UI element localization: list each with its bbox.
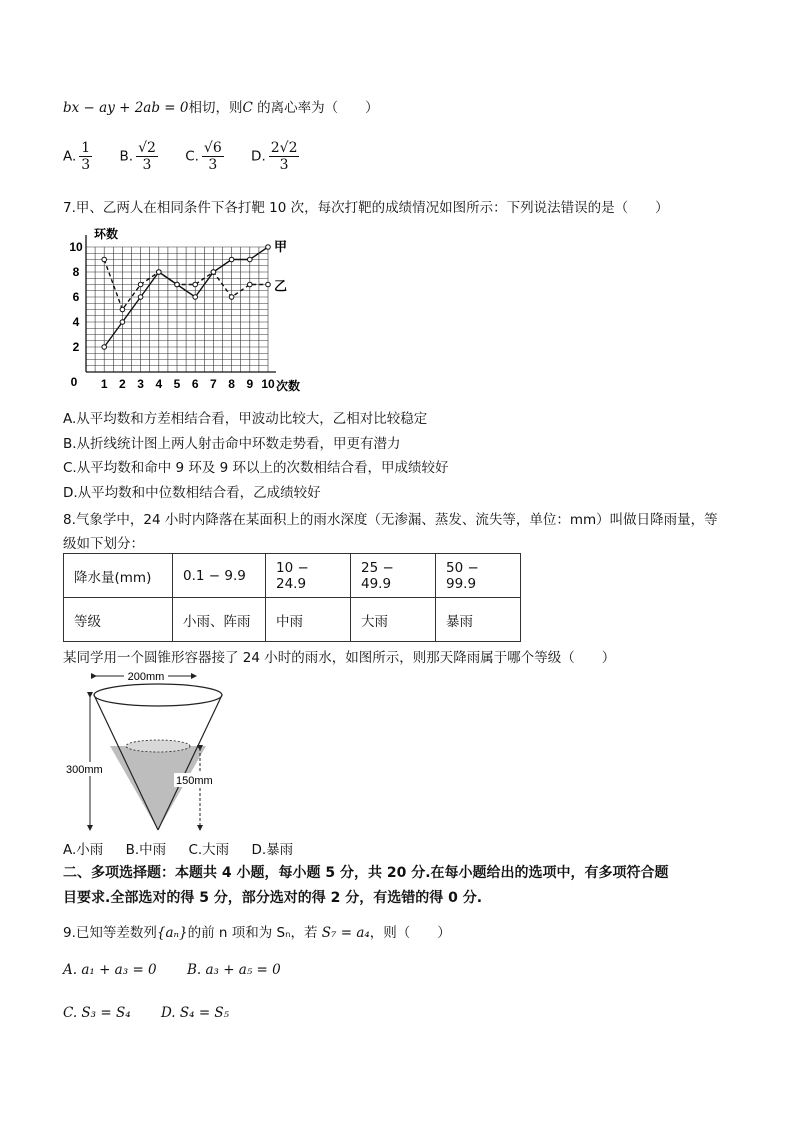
q8-option-c: C.大雨 [188,842,230,858]
q6-var-c: C [242,100,253,116]
q6-option-b: B. $\frac{√2}{3}$ [119,140,156,173]
height-label: 300mm [66,764,103,776]
y-tick-label: 10 [69,240,83,254]
x-tick-label: 5 [173,377,181,391]
x-tick-label: 1 [100,377,108,391]
y-tick-label: 2 [72,340,80,354]
data-point [229,257,234,262]
table-cell: 大雨 [351,598,436,642]
y-tick-label: 4 [72,315,80,329]
q6-options [63,140,302,173]
data-point [138,282,143,287]
q7-option-d: D.从平均数和中位数相结合看，乙成绩较好 [63,484,321,501]
table-cell: 降水量(mm) [64,554,173,598]
shooting-line-chart [58,222,308,394]
x-tick-label: 9 [246,377,254,391]
q8-stem-line2: 级如下划分： [63,536,144,552]
origin-label: 0 [70,375,78,389]
table-cell: 25 − 49.9 [351,554,436,598]
series-label: 乙 [274,278,288,294]
data-point [193,295,198,300]
table-row [64,598,521,642]
q8-option-d: D.暴雨 [251,842,294,858]
data-point [248,282,253,287]
q7-option-b: B.从折线统计图上两人射击命中环数走势看，甲更有潜力 [63,435,401,452]
x-axis-label: 次数 [275,379,301,393]
x-tick-label: 2 [119,377,126,391]
q9-option-a: A. a₁ + a₃ = 0 [63,962,157,978]
q9-option-d: D. S₄ = S₅ [160,1005,230,1021]
q6-equation: bx − ay + 2ab = 0 [63,100,189,116]
q9-stem: 9.已知等差数列{aₙ}的前 n 项和为 Sₙ，若 S₇ = a₄，则（ ） [63,925,451,941]
cone-rim [94,684,222,706]
water-surface [126,740,190,752]
table-cell: 0.1 − 9.9 [173,554,266,598]
q6-option-a: A. $\frac{1}{3}$ [63,140,91,173]
q8-option-b: B.中雨 [125,842,167,858]
q7-stem: 7.甲、乙两人在相同条件下各打靶 10 次，每次打靶的成绩情况如图所示：下列说法错误的是（ ） [63,200,669,216]
x-tick-label: 8 [228,377,235,391]
q6-option-d: D. $\frac{2√2}{3}$ [251,140,298,173]
top-label: 200mm [127,671,165,683]
table-cell: 暴雨 [436,598,521,642]
rainfall-table [63,553,521,642]
table-cell: 小雨、阵雨 [173,598,266,642]
q8-question: 某同学用一个圆锥形容器接了 24 小时的雨水，如图所示，则那天降雨属于哪个等级（ ） [63,650,616,666]
x-tick-label: 3 [137,377,144,391]
data-point [248,257,253,262]
table-cell: 50 − 99.9 [436,554,521,598]
q7-option-a: A.从平均数和方差相结合看，甲波动比较大，乙相对比较稳定 [63,411,428,427]
table-cell: 等级 [64,598,173,642]
water-label: 150mm [176,775,213,787]
table-cell: 中雨 [266,598,351,642]
cone-figure [62,670,232,835]
q6-stem [63,96,379,116]
data-point [120,320,125,325]
q9-option-b: B. a₃ + a₅ = 0 [186,962,281,978]
data-point [266,245,271,250]
y-axis-label: 环数 [93,227,119,241]
q6-stem-tail: 相切，则 [188,100,243,116]
y-tick-label: 8 [72,265,80,279]
data-point [138,295,143,300]
table-row [64,554,521,598]
q6-stem-end: 的离心率为（ ） [252,100,379,116]
data-point [120,307,125,312]
data-point [211,270,216,275]
q7-options [63,407,449,505]
q8-stem [63,508,718,556]
series-label: 甲 [274,239,288,254]
table-cell: 10 − 24.9 [266,554,351,598]
q9-option-c: C. S₃ = S₄ [63,1005,131,1021]
q9-options-row2 [63,1005,229,1021]
q7-option-c: C.从平均数和命中 9 环及 9 环以上的次数相结合看，甲成绩较好 [63,460,449,477]
q8-stem-line1: 8.气象学中，24 小时内降落在某面积上的雨水深度（无渗漏、蒸发、流失等，单位：mm）叫做日降雨量，等 [63,512,718,528]
q9-options-row1 [63,962,281,978]
data-point [193,282,198,287]
x-tick-label: 10 [261,377,275,391]
x-tick-label: 7 [210,377,217,391]
data-point [175,282,180,287]
section-2-heading: 二、多项选择题：本题共 4 小题，每小题 5 分，共 20 分.在每小题给出的选项中，有多项符合题 目要求.全部选对的得 5 分，部分选对的得 2 分，有选错的得 0 分. [63,865,669,906]
data-point [157,270,162,275]
x-tick-label: 6 [191,377,199,391]
x-tick-label: 4 [155,377,163,391]
q6-option-c: C. $\frac{√6}{3}$ [185,140,222,173]
data-point [266,282,271,287]
q8-option-a: A.小雨 [63,842,104,858]
q8-options [63,838,293,858]
data-point [102,257,107,262]
y-tick-label: 6 [72,290,80,304]
data-point [229,295,234,300]
data-point [102,345,107,350]
